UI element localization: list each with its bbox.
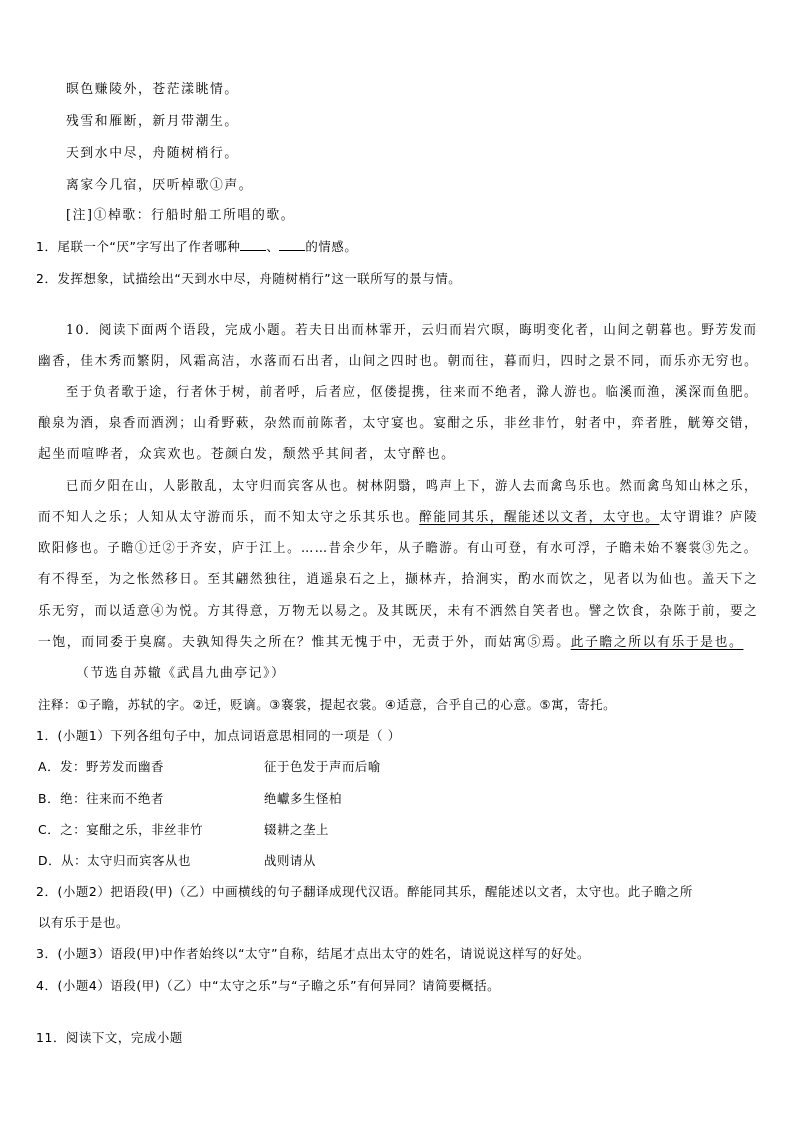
answer-blank-1[interactable] xyxy=(240,238,266,251)
option-a-right: 征于色发于声而后喻 xyxy=(264,759,381,774)
q10-para3-line2-a: 而不知人之乐；人知从太守游而乐，而不知太守之乐其乐也。 xyxy=(38,510,420,525)
q10-para3-line2 xyxy=(38,508,758,528)
question-11-title: 11．阅读下文，完成小题 xyxy=(36,1030,183,1045)
question-9-1-text: 1．尾联一个“厌”字写出了作者哪种 xyxy=(36,239,241,254)
option-c-right: 辍耕之垄上 xyxy=(264,822,329,837)
poem-line-1: 暝色赚陵外，苍茫漾眺情。 xyxy=(66,82,239,97)
option-b-right: 绝巘多生怪柏 xyxy=(264,791,342,806)
option-a-left: A．发：野芳发而幽香 xyxy=(38,759,164,774)
passage-source: （节选自苏辙《武昌九曲亭记》） xyxy=(76,666,286,681)
question-10-2-line2: 以有乐于是也。 xyxy=(38,915,129,930)
question-9-1-end: 的情感。 xyxy=(305,239,358,254)
underlined-sentence-1: 醉能同其乐，醒能述以文者，太守也。 xyxy=(419,510,660,525)
q10-para4-line1: 欧阳修也。子瞻①迁②于齐安，庐于江上。……昔余少年，从子瞻游。有山可登，有水可浮，子瞻未始不褰裳③先之。 xyxy=(38,541,758,556)
q10-para2-line2: 酿泉为酒，泉香而酒洌；山肴野蔌，杂然而前陈者，太守宴也。宴酣之乐，非丝非竹，射者中，弈者胜，觥筹交错， xyxy=(38,416,759,431)
option-b[interactable] xyxy=(38,789,164,809)
q10-para2-line3: 起坐而喧哗者，众宾欢也。苍颜白发，颓然乎其间者，太守醉也。 xyxy=(38,447,456,462)
poem-note: [注]①棹歌：行船时船工所唱的歌。 xyxy=(66,208,296,223)
passage-notes: 注释：①子瞻，苏轼的字。②迁，贬谪。③褰裳，提起衣裳。④适意，合乎自己的心意。⑤寓，寄托。 xyxy=(38,697,617,712)
underlined-sentence-2: 此子瞻之所以有乐于是也。 xyxy=(570,635,744,650)
option-d-right: 战则请从 xyxy=(264,853,316,868)
q10-para4-line3: 乐无穷，而以适意④为悦。方其得意，万物无以易之。及其既厌，未有不洒然自笑者也。譬之饮食，杂陈于前，要之 xyxy=(38,604,759,619)
option-b-left: B．绝：往来而不绝者 xyxy=(38,791,165,806)
answer-blank-2[interactable] xyxy=(279,238,305,251)
option-d-left: D．从：太守归而宾客从也 xyxy=(38,853,192,868)
question-10-2-line1: 2．(小题2）把语段(甲)（乙）中画横线的句子翻译成现代汉语。醉能同其乐，醒能述以文者，太守也。此子瞻之所 xyxy=(36,884,693,899)
question-9-1-sep: 、 xyxy=(266,239,280,254)
q10-para1-line2: 幽香，佳木秀而繁阴，风霜高洁，水落而石出者，山间之四时也。朝而往，暮而归，四时之景不同，而乐亦无穷也。 xyxy=(38,354,759,369)
q10-para4-line2: 有不得至，为之怅然移日。至其翩然独往，逍遥泉石之上，撷林卉，拾涧实，酌水而饮之，见者以为仙也。盖天下之 xyxy=(38,572,759,587)
poem-line-2: 残雪和雁断，新月带潮生。 xyxy=(66,114,239,129)
option-c[interactable] xyxy=(38,820,203,840)
option-a[interactable] xyxy=(38,757,164,777)
question-10-4: 4．(小题4）语段(甲)（乙）中“太守之乐”与“子瞻之乐”有何异同？请简要概括。 xyxy=(36,978,501,993)
question-9-1 xyxy=(36,237,357,257)
q10-para3-line2-b: 太守谓谁？庐陵 xyxy=(659,510,759,525)
option-d[interactable] xyxy=(38,851,191,871)
q10-para4-line4-a: 一饱，而同委于臭腐。夫孰知得失之所在？惟其无愧于中，无责于外，而姑寓⑤焉。 xyxy=(38,635,571,650)
poem-line-3: 天到水中尽，舟随树梢行。 xyxy=(66,146,239,161)
q10-para3-line1: 已而夕阳在山，人影散乱，太守归而宾客从也。树林阴翳，鸣声上下，游人去而禽鸟乐也。然而禽鸟知山林之乐， xyxy=(66,479,758,494)
q10-para1-line1: 10．阅读下面两个语段，完成小题。若夫日出而林霏开，云归而岩穴暝，晦明变化者，山间之朝暮也。野芳发而 xyxy=(66,323,758,338)
question-10-3: 3．(小题3）语段(甲)中作者始终以“太守”自称，结尾才点出太守的姓名，请说说这样写的好处。 xyxy=(36,946,590,961)
poem-line-4: 离家今几宿，厌听棹歌①声。 xyxy=(66,178,254,193)
option-c-left: C．之：宴酣之乐，非丝非竹 xyxy=(38,822,204,837)
question-10-1: 1．(小题1）下列各组句子中，加点词语意思相同的一项是（ ） xyxy=(36,728,401,743)
q10-para4-line4 xyxy=(38,633,743,653)
q10-para2-line1: 至于负者歌于途，行者休于树，前者呼，后者应，伛偻提携，往来而不绝者，滁人游也。临溪而渔，溪深而鱼肥。 xyxy=(66,385,758,400)
question-9-2: 2．发挥想象，试描绘出“天到水中尽，舟随树梢行”这一联所写的景与情。 xyxy=(36,271,462,286)
